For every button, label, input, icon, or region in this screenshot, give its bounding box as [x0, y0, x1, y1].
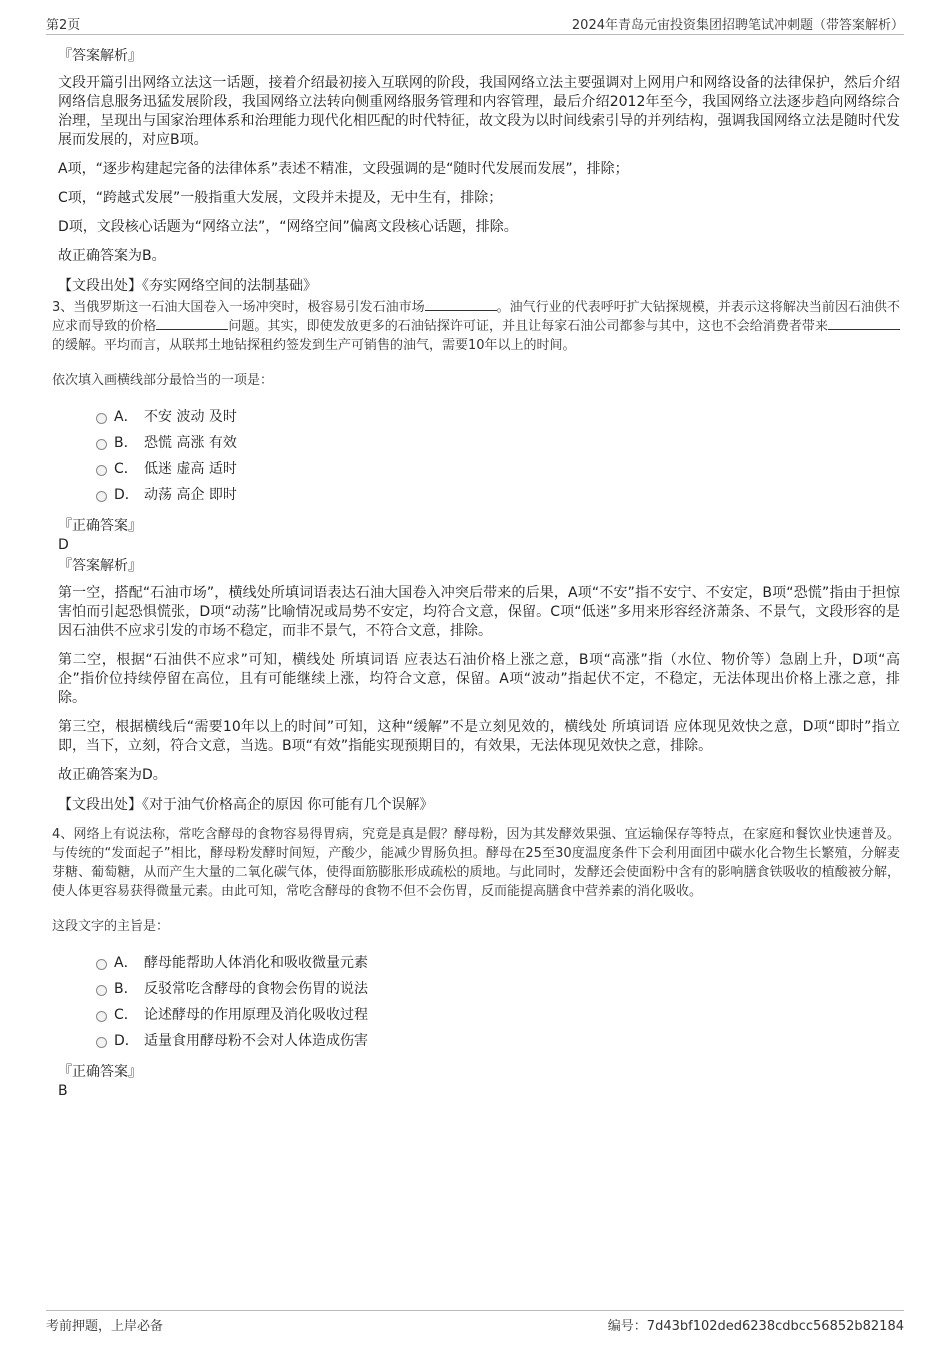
radio-icon[interactable] — [96, 1011, 107, 1022]
q3-option-c[interactable]: C． 低迷 虚高 适时 — [96, 456, 900, 482]
page-header — [46, 14, 904, 35]
q3-question-text: 3、当俄罗斯这一石油大国卷入一场冲突时，极容易引发石油市场 。油气行业的代表呼吁扩大钻探规模，并表示这将解决当前因石油供不应求而导致的价格 问题。其实，即使发放更多的石油钻探许可证，并且让每家石油公司都参与其中，这也不会给消费者带来的缓解。平均而言，从联邦土地钻探租约签发到生产可销售的油气，需要10年以上的时间。 — [52, 300, 900, 353]
q3-answer-tag: 『正确答案』 — [58, 518, 142, 534]
q3-conclusion: 故正确答案为D。 — [58, 767, 167, 783]
q3-answer: D — [58, 537, 69, 553]
radio-icon[interactable] — [96, 413, 107, 424]
document-body — [52, 46, 900, 1102]
page-number: 第2页 — [46, 18, 81, 33]
q4-option-a[interactable]: A． 酵母能帮助人体消化和吸收微量元素 — [96, 950, 900, 976]
q3-option-d[interactable]: D． 动荡 高企 即时 — [96, 482, 900, 508]
q4-prompt: 这段文字的主旨是： — [52, 919, 170, 934]
q2-analysis-paragraph: D项，文段核心话题为“网络立法”，“网络空间”偏离文段核心话题，排除。 — [58, 219, 518, 235]
footer-slogan: 考前押题，上岸必备 — [46, 1319, 164, 1334]
radio-icon[interactable] — [96, 959, 107, 970]
q2-source: 【文段出处】《夯实网络空间的法制基础》 — [58, 278, 317, 294]
q3-analysis-paragraph: 第三空，根据横线后“需要10年以上的时间”可知，这种“缓解”不是立刻见效的，横线处 所填词语 应体现见效快之意，D项“即时”指立即，当下，立刻，符合文意，当选。B项“有效”指能实现预期目的，有效果，无法体现见效快之意，排除。 — [58, 719, 900, 754]
q3-analysis-paragraph: 第一空，搭配“石油市场”，横线处所填词语表达石油大国卷入冲突后带来的后果，A项“不安”指不安宁、不安定，B项“恐慌”指由于担惊害怕而引起恐惧慌张，D项“动荡”比喻情况或局势不安定，均符合文意，保留。C项“低迷”多用来形容经济萧条、不景气，文段形容的是因石油供不应求引发的市场不稳定，而非不景气，不符合文意，排除。 — [58, 585, 900, 639]
radio-icon[interactable] — [96, 1037, 107, 1048]
q4-option-b[interactable]: B． 反驳常吃含酵母的食物会伤胃的说法 — [96, 976, 900, 1002]
radio-icon[interactable] — [96, 985, 107, 996]
q2-analysis-paragraph: A项，“逐步构建起完备的法律体系”表述不精准，文段强调的是“随时代发展而发展”，排除； — [58, 161, 629, 177]
q4-options — [96, 950, 900, 1054]
q3-prompt: 依次填入画横线部分最恰当的一项是： — [52, 373, 274, 388]
q3-analysis-paragraph: 第二空，根据“石油供不应求”可知，横线处 所填词语 应表达石油价格上涨之意，B项“高涨”指（水位、物价等）急剧上升，D项“高企”指价位持续停留在高位，且有可能继续上涨，均符合文意，保留。A项“波动”指起伏不定，不稳定，无法体现出价格上涨之意，排除。 — [58, 652, 900, 706]
radio-icon[interactable] — [96, 465, 107, 476]
document-code: 编号：7d43bf102ded6238cdbcc56852b82184 — [607, 1319, 904, 1334]
q4-option-d[interactable]: D． 适量食用酵母粉不会对人体造成伤害 — [96, 1028, 900, 1054]
document-title: 2024年青岛元宙投资集团招聘笔试冲刺题（带答案解析） — [571, 18, 904, 33]
page-footer — [46, 1310, 904, 1335]
q3-options — [96, 404, 900, 508]
q2-analysis-paragraph: 文段开篇引出网络立法这一话题，接着介绍最初接入互联网的阶段，我国网络立法主要强调对上网用户和网络设备的法律保护，然后介绍网络信息服务迅猛发展阶段，我国网络立法转向侧重网络服务管理和内容管理，最后介绍2012年至今，我国网络立法逐步趋向网络综合治理，呈现出与国家治理体系和治理能力现代化相匹配的时代特征，故文段为以时间线索引导的并列结构，强调我国网络立法是随时代发展而发展的，对应B项。 — [58, 75, 900, 148]
q3-blank-2 — [156, 317, 228, 330]
q2-conclusion: 故正确答案为B。 — [58, 248, 166, 264]
q4-answer: B — [58, 1083, 68, 1099]
q3-analysis-tag: 『答案解析』 — [58, 558, 142, 574]
q4-option-c[interactable]: C． 论述酵母的作用原理及消化吸收过程 — [96, 1002, 900, 1028]
q3-source: 【文段出处】《对于油气价格高企的原因 你可能有几个误解》 — [58, 797, 434, 813]
q2-analysis-tag: 『答案解析』 — [58, 48, 142, 64]
q3-option-a[interactable]: A． 不安 波动 及时 — [96, 404, 900, 430]
q4-answer-tag: 『正确答案』 — [58, 1064, 142, 1080]
q2-analysis-paragraph: C项，“跨越式发展”一般指重大发展，文段并未提及，无中生有，排除； — [58, 190, 503, 206]
radio-icon[interactable] — [96, 491, 107, 502]
q3-blank-1 — [425, 298, 497, 311]
q3-blank-3 — [828, 317, 900, 330]
q4-question-text: 4、网络上有说法称，常吃含酵母的食物容易得胃病，究竟是真是假？酵母粉，因为其发酵效果强、宜运输保存等特点，在家庭和餐饮业快速普及。与传统的“发面起子”相比，酵母粉发酵时间短，产酸少，能减少胃肠负担。酵母在25至30度温度条件下会利用面团中碳水化合物生长繁殖，分解麦芽糖、葡萄糖，从而产生大量的二氧化碳气体，使得面筋膨胀形成疏松的质地。与此同时，发酵还会使面粉中含有的影响膳食铁吸收的植酸被分解，使人体更容易获得微量元素。由此可知，常吃含酵母的食物不但不会伤胃，反而能提高膳食中营养素的消化吸收。 — [52, 827, 900, 899]
radio-icon[interactable] — [96, 439, 107, 450]
q3-option-b[interactable]: B． 恐慌 高涨 有效 — [96, 430, 900, 456]
